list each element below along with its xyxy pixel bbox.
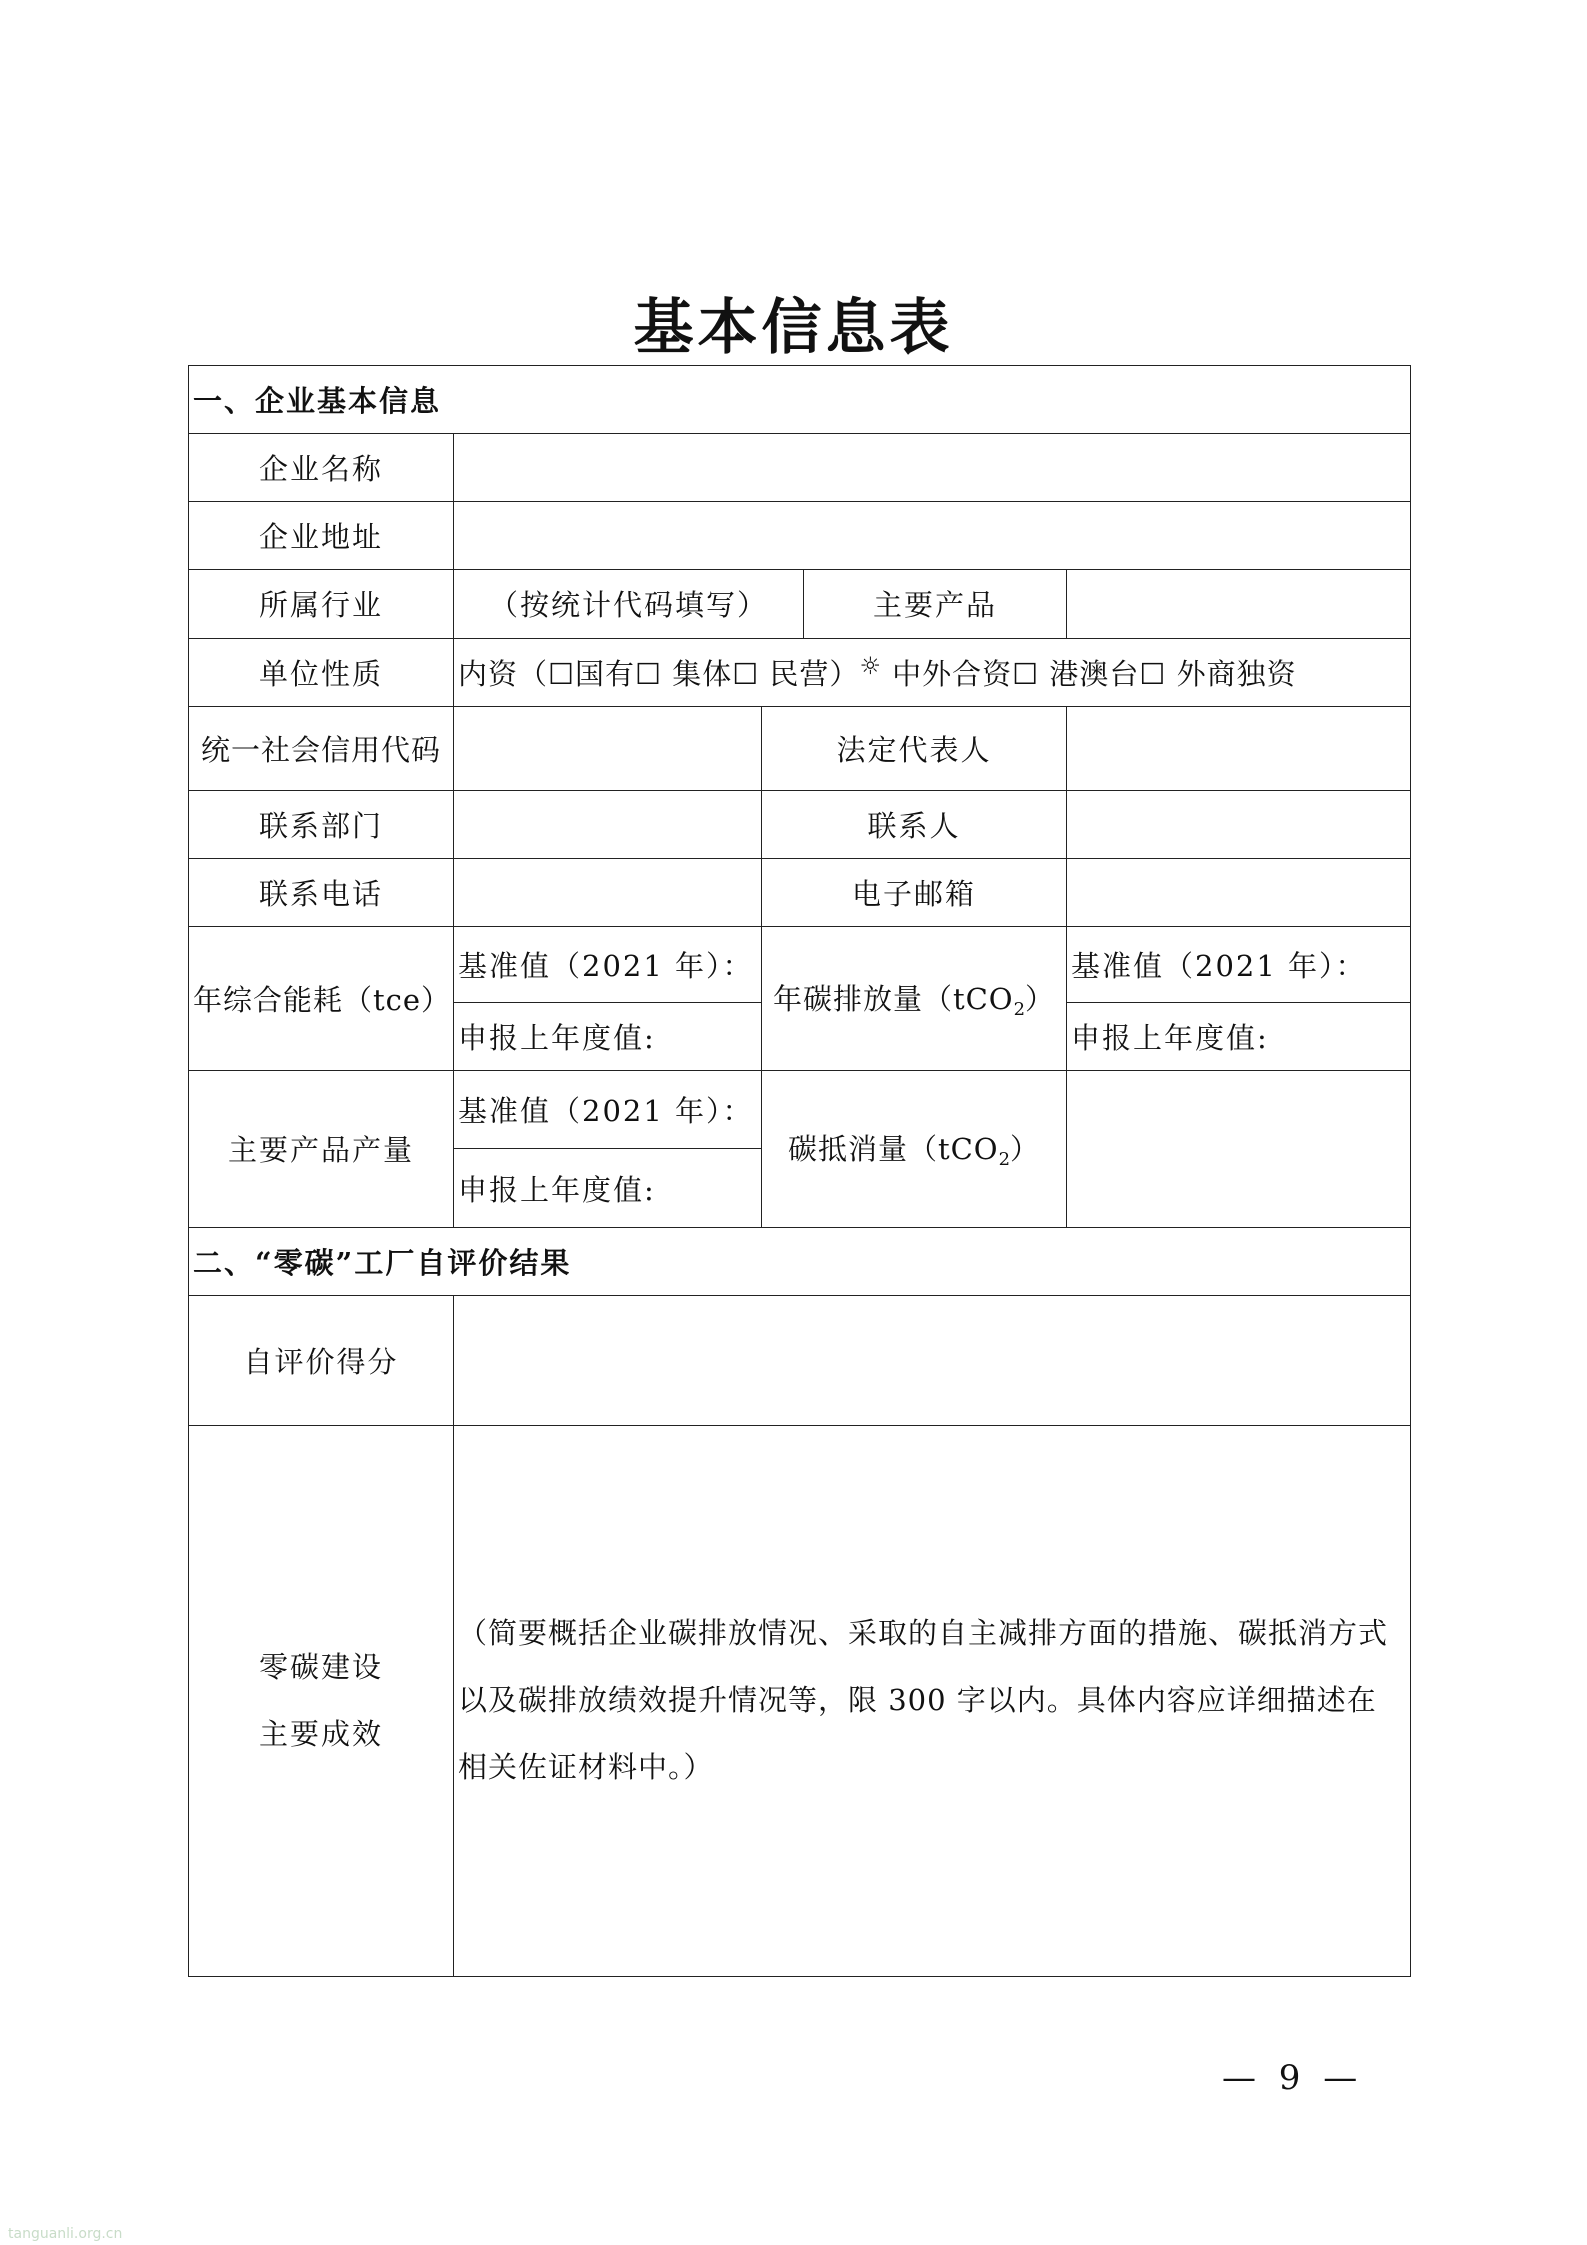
unit-nature-label: 单位性质 [189,638,454,706]
contact-person-field[interactable] [1067,790,1411,858]
foreign-options: 中外合资☐ 港澳台☐ 外商独资 [892,656,1297,691]
industry-label: 所属行业 [189,570,454,638]
carbon-offset-text: 碳抵消量（tCO [787,1132,999,1167]
email-label: 电子邮箱 [762,858,1067,926]
output-baseline-field[interactable]: 基准值（2021 年）： [454,1071,762,1149]
enterprise-name-label: 企业名称 [189,434,454,502]
section2-heading: 二、“零碳”工厂自评价结果 [189,1227,1411,1295]
watermark: tanguanli.org.cn [8,2226,123,2242]
legal-rep-field[interactable] [1067,706,1411,790]
contact-dept-label: 联系部门 [189,790,454,858]
co2-subscript: 2 [1013,999,1026,1021]
energy-consumption-label: 年综合能耗（tce） [189,927,454,1071]
carbon-emission-close: ） [1025,982,1056,1017]
emission-baseline-field[interactable]: 基准值（2021 年）： [1067,927,1411,1003]
main-product-label: 主要产品 [804,570,1067,638]
credit-code-field[interactable] [454,706,762,790]
energy-lastyear-field[interactable]: 申报上年度值: [454,1003,762,1071]
main-product-field[interactable] [1067,570,1411,638]
industry-field[interactable]: （按统计代码填写） [454,570,804,638]
co2-subscript: 2 [998,1149,1011,1171]
basic-info-table [188,365,1411,1977]
contact-person-label: 联系人 [762,790,1067,858]
self-eval-score-label: 自评价得分 [189,1295,454,1425]
carbon-offset-field[interactable] [1067,1071,1411,1227]
energy-baseline-field[interactable]: 基准值（2021 年）： [454,927,762,1003]
product-output-label: 主要产品产量 [189,1071,454,1227]
domestic-options: 内资（☐国有☐ 集体☐ 民营） [458,656,860,691]
enterprise-name-field[interactable] [454,434,1411,502]
zero-carbon-results-label [189,1425,454,1976]
carbon-offset-close: ） [1010,1132,1041,1167]
results-label-line2: 主要成效 [258,1716,383,1751]
contact-phone-label: 联系电话 [189,858,454,926]
emission-lastyear-field[interactable]: 申报上年度值: [1067,1003,1411,1071]
unit-nature-options[interactable] [454,638,1411,706]
page-number: — 9 — [1222,2058,1364,2098]
output-lastyear-field[interactable]: 申报上年度值: [454,1149,762,1227]
self-eval-score-field[interactable] [454,1295,1411,1425]
sun-icon: ☼ [859,651,882,680]
page-title: 基本信息表 [633,293,954,363]
enterprise-address-field[interactable] [454,502,1411,570]
zero-carbon-results-field[interactable]: （简要概括企业碳排放情况、采取的自主减排方面的措施、碳抵消方式以及碳排放绩效提升情况等，限 300 字以内。具体内容应详细描述在相关佐证材料中。） [454,1425,1411,1976]
carbon-emission-label [762,927,1067,1071]
contact-phone-field[interactable] [454,858,762,926]
carbon-offset-label [762,1071,1067,1227]
credit-code-label: 统一社会信用代码 [189,706,454,790]
email-field[interactable] [1067,858,1411,926]
results-label-line1: 零碳建设 [258,1649,383,1684]
enterprise-address-label: 企业地址 [189,502,454,570]
carbon-emission-text: 年碳排放量（tCO [772,982,1014,1017]
section1-heading: 一、企业基本信息 [189,366,1411,434]
contact-dept-field[interactable] [454,790,762,858]
legal-rep-label: 法定代表人 [762,706,1067,790]
